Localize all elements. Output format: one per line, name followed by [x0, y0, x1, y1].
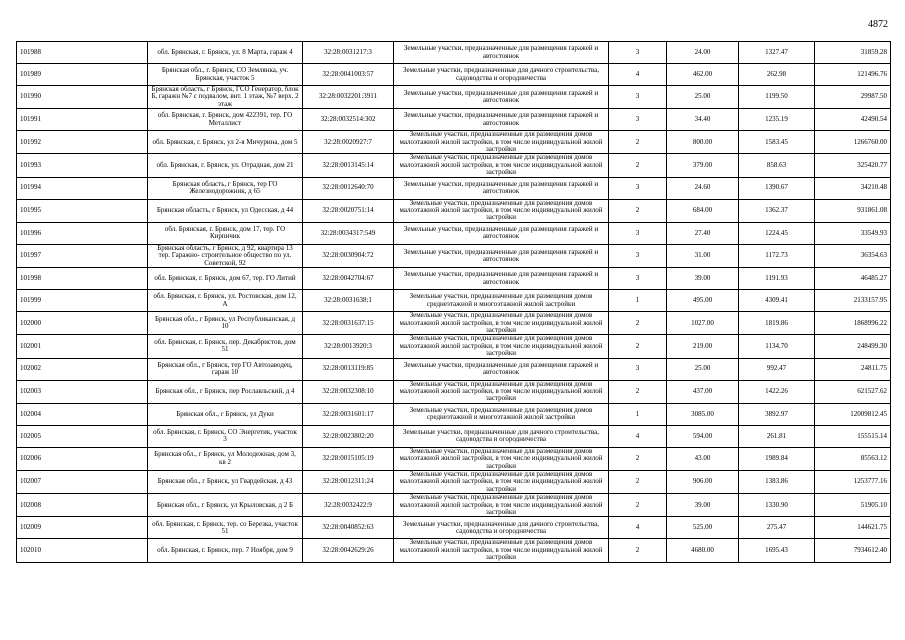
cadastral-cost-cell: 1868996.22	[815, 312, 891, 335]
cadastral-number-cell: 32:28:0023802:20	[303, 425, 394, 447]
address-cell: обл. Брянская, г. Брянск, пер. Декабристов, дом 51	[148, 335, 303, 358]
group-number-cell: 4	[609, 64, 667, 86]
land-use-cell: Земельные участки, предназначенные для размещения гаражей и автостоянок	[394, 86, 609, 109]
table-row	[17, 517, 891, 539]
area-cell: 379.00	[667, 154, 739, 177]
cadastral-cost-cell: 931861.08	[815, 199, 891, 222]
address-cell: обл. Брянская, г. Брянск, ул. Отрадная, дом 21	[148, 154, 303, 177]
row-id-cell: 102010	[17, 539, 148, 562]
group-number-cell: 2	[609, 380, 667, 403]
table-row	[17, 539, 891, 562]
group-number-cell: 2	[609, 199, 667, 222]
cadastral-number-cell: 32:28:0032201:3911	[303, 86, 394, 109]
row-id-cell: 101997	[17, 244, 148, 267]
land-use-cell: Земельные участки, предназначенные для размещения домов малоэтажной жилой застройки, в том числе индивидуальной жилой застройки	[394, 131, 609, 154]
cadastral-cost-cell: 36354.63	[815, 244, 891, 267]
cadastral-cost-cell: 51905.10	[815, 494, 891, 517]
table-row	[17, 494, 891, 517]
cadastral-number-cell: 32:28:0031638:1	[303, 290, 394, 312]
address-cell: обл. Брянская, г. Брянск, дом 67, тер. ГО Литий	[148, 268, 303, 290]
area-cell: 43.00	[667, 447, 739, 470]
area-cell: 525.00	[667, 517, 739, 539]
address-cell: Брянская обл., г Брянск, ул Дуки	[148, 403, 303, 425]
specific-value-cell: 1989.84	[739, 447, 815, 470]
specific-value-cell: 1327.47	[739, 42, 815, 64]
land-use-cell: Земельные участки, предназначенные для размещения домов среднеэтажной и многоэтажной жилой застройки	[394, 290, 609, 312]
cadastral-number-cell: 32:28:0031637:15	[303, 312, 394, 335]
table-row	[17, 335, 891, 358]
address-cell: обл. Брянская, г. Брянск, ул 2-я Мичурина, дом 5	[148, 131, 303, 154]
cadastral-number-cell: 32:28:0042704:67	[303, 268, 394, 290]
row-id-cell: 101988	[17, 42, 148, 64]
area-cell: 25.00	[667, 358, 739, 380]
row-id-cell: 102002	[17, 358, 148, 380]
row-id-cell: 102001	[17, 335, 148, 358]
area-cell: 27.40	[667, 222, 739, 244]
address-cell: обл. Брянская, г. Брянск, дом 17, тер. ГО Кирпичик	[148, 222, 303, 244]
group-number-cell: 1	[609, 290, 667, 312]
cadastral-number-cell: 32:28:0042629:26	[303, 539, 394, 562]
specific-value-cell: 1134.70	[739, 335, 815, 358]
cadastral-cost-cell: 1266760.00	[815, 131, 891, 154]
table-row	[17, 312, 891, 335]
address-cell: Брянская обл., г. Брянск, СО Землянка, уч. Брянская, участок 5	[148, 64, 303, 86]
land-use-cell: Земельные участки, предназначенные для размещения гаражей и автостоянок	[394, 222, 609, 244]
table-row	[17, 358, 891, 380]
address-cell: Брянская область, г Брянск, тер ГО Железнодорожник, д 65	[148, 177, 303, 199]
specific-value-cell: 1330.90	[739, 494, 815, 517]
table-row	[17, 222, 891, 244]
area-cell: 1027.00	[667, 312, 739, 335]
specific-value-cell: 1172.73	[739, 244, 815, 267]
cadastral-number-cell: 32:28:0034317:549	[303, 222, 394, 244]
cadastral-number-cell: 32:28:0030904:72	[303, 244, 394, 267]
cadastral-number-cell: 32:28:0013920:3	[303, 335, 394, 358]
area-cell: 3085.00	[667, 403, 739, 425]
row-id-cell: 101993	[17, 154, 148, 177]
specific-value-cell: 1383.86	[739, 470, 815, 493]
cadastral-cost-cell: 12009812.45	[815, 403, 891, 425]
area-cell: 800.00	[667, 131, 739, 154]
row-id-cell: 102008	[17, 494, 148, 517]
group-number-cell: 3	[609, 222, 667, 244]
group-number-cell: 4	[609, 425, 667, 447]
table-body	[17, 42, 891, 563]
row-id-cell: 101998	[17, 268, 148, 290]
group-number-cell: 2	[609, 154, 667, 177]
address-cell: обл. Брянская, г. Брянск, пер. 7 Ноября, дом 9	[148, 539, 303, 562]
row-id-cell: 101994	[17, 177, 148, 199]
row-id-cell: 102007	[17, 470, 148, 493]
address-cell: Брянская обл., г Брянск, ул Гвардейская, д 43	[148, 470, 303, 493]
address-cell: Брянская обл., г Брянск, ул Крыловская, д 2 Б	[148, 494, 303, 517]
address-cell: обл. Брянская, г. Брянск, дом 422391, тер. ГО Металлист	[148, 109, 303, 131]
area-cell: 684.00	[667, 199, 739, 222]
cadastral-number-cell: 32:28:0041003:57	[303, 64, 394, 86]
area-cell: 39.00	[667, 268, 739, 290]
cadastral-cost-cell: 33549.93	[815, 222, 891, 244]
row-id-cell: 101991	[17, 109, 148, 131]
table-row	[17, 86, 891, 109]
row-id-cell: 102000	[17, 312, 148, 335]
cadastral-cost-cell: 325420.77	[815, 154, 891, 177]
cadastral-cost-cell: 34210.48	[815, 177, 891, 199]
page-number: 4872	[868, 19, 888, 30]
table-row	[17, 447, 891, 470]
address-cell: обл. Брянская, г. Брянск, ул. 8 Марта, гараж 4	[148, 42, 303, 64]
specific-value-cell: 1224.45	[739, 222, 815, 244]
area-cell: 34.40	[667, 109, 739, 131]
area-cell: 437.00	[667, 380, 739, 403]
specific-value-cell: 1422.26	[739, 380, 815, 403]
group-number-cell: 3	[609, 42, 667, 64]
row-id-cell: 102005	[17, 425, 148, 447]
group-number-cell: 4	[609, 517, 667, 539]
area-cell: 906.00	[667, 470, 739, 493]
cadastral-cost-cell: 31859.28	[815, 42, 891, 64]
group-number-cell: 3	[609, 244, 667, 267]
cadastral-number-cell: 32:28:0012640:70	[303, 177, 394, 199]
group-number-cell: 1	[609, 403, 667, 425]
land-use-cell: Земельные участки, предназначенные для размещения гаражей и автостоянок	[394, 358, 609, 380]
row-id-cell: 101992	[17, 131, 148, 154]
land-use-cell: Земельные участки, предназначенные для размещения гаражей и автостоянок	[394, 109, 609, 131]
specific-value-cell: 262.98	[739, 64, 815, 86]
specific-value-cell: 3892.97	[739, 403, 815, 425]
specific-value-cell: 1695.43	[739, 539, 815, 562]
address-cell: обл. Брянская, г. Брянск, СО Энергетик, участок 3	[148, 425, 303, 447]
cadastral-cost-cell: 46485.27	[815, 268, 891, 290]
table-row	[17, 244, 891, 267]
group-number-cell: 2	[609, 470, 667, 493]
cadastral-cost-cell: 155515.14	[815, 425, 891, 447]
specific-value-cell: 1390.67	[739, 177, 815, 199]
address-cell: Брянская обл., г Брянск, пер Рославльский, д 4	[148, 380, 303, 403]
area-cell: 24.60	[667, 177, 739, 199]
area-cell: 594.00	[667, 425, 739, 447]
land-use-cell: Земельные участки, предназначенные для размещения домов малоэтажной жилой застройки, в том числе индивидуальной жилой застройки	[394, 380, 609, 403]
group-number-cell: 3	[609, 86, 667, 109]
group-number-cell: 2	[609, 335, 667, 358]
row-id-cell: 101989	[17, 64, 148, 86]
address-cell: Брянская область, г Брянск, д 92, квартира 13 тер. Гаражно- строительное общество по ул. Советской, 92	[148, 244, 303, 267]
cadastral-number-cell: 32:28:0013145:14	[303, 154, 394, 177]
land-use-cell: Земельные участки, предназначенные для дачного строительства, садоводства и огородничества	[394, 425, 609, 447]
cadastral-cost-cell: 144621.75	[815, 517, 891, 539]
cadastral-number-cell: 32:28:0013119:85	[303, 358, 394, 380]
table-row	[17, 199, 891, 222]
land-valuation-table	[16, 41, 891, 563]
row-id-cell: 101995	[17, 199, 148, 222]
row-id-cell: 101996	[17, 222, 148, 244]
cadastral-number-cell: 32:28:0015105:19	[303, 447, 394, 470]
specific-value-cell: 4309.41	[739, 290, 815, 312]
area-cell: 24.00	[667, 42, 739, 64]
group-number-cell: 3	[609, 177, 667, 199]
group-number-cell: 2	[609, 312, 667, 335]
land-use-cell: Земельные участки, предназначенные для размещения домов малоэтажной жилой застройки, в том числе индивидуальной жилой застройки	[394, 539, 609, 562]
area-cell: 31.00	[667, 244, 739, 267]
group-number-cell: 3	[609, 109, 667, 131]
area-cell: 4680.00	[667, 539, 739, 562]
cadastral-number-cell: 32:28:0040852:63	[303, 517, 394, 539]
row-id-cell: 101990	[17, 86, 148, 109]
table-row	[17, 131, 891, 154]
table-row	[17, 425, 891, 447]
land-use-cell: Земельные участки, предназначенные для размещения домов малоэтажной жилой застройки, в том числе индивидуальной жилой застройки	[394, 312, 609, 335]
row-id-cell: 102006	[17, 447, 148, 470]
group-number-cell: 2	[609, 539, 667, 562]
address-cell: Брянская обл., г Брянск, ул Молодежная, дом 3, кв 2	[148, 447, 303, 470]
cadastral-cost-cell: 29987.50	[815, 86, 891, 109]
area-cell: 25.00	[667, 86, 739, 109]
cadastral-cost-cell: 248499.30	[815, 335, 891, 358]
table-row	[17, 64, 891, 86]
table-row	[17, 154, 891, 177]
address-cell: обл. Брянская, г. Брянск, ул. Ростовская, дом 12, А	[148, 290, 303, 312]
land-use-cell: Земельные участки, предназначенные для дачного строительства, садоводства и огородничества	[394, 64, 609, 86]
group-number-cell: 2	[609, 494, 667, 517]
table-row	[17, 290, 891, 312]
group-number-cell: 3	[609, 268, 667, 290]
land-use-cell: Земельные участки, предназначенные для размещения домов малоэтажной жилой застройки, в том числе индивидуальной жилой застройки	[394, 470, 609, 493]
cadastral-cost-cell: 121496.76	[815, 64, 891, 86]
area-cell: 39.00	[667, 494, 739, 517]
specific-value-cell: 261.81	[739, 425, 815, 447]
cadastral-number-cell: 32:28:0020751:14	[303, 199, 394, 222]
address-cell: Брянская область, г Брянск, ГСО Генератор, блок Б, гаражн №7 с подвалом, внт. 1 этаж, №7 верх. 2 этаж	[148, 86, 303, 109]
table-row	[17, 380, 891, 403]
table-row	[17, 109, 891, 131]
specific-value-cell: 1191.93	[739, 268, 815, 290]
land-use-cell: Земельные участки, предназначенные для размещения домов малоэтажной жилой застройки, в том числе индивидуальной жилой застройки	[394, 447, 609, 470]
row-id-cell: 101999	[17, 290, 148, 312]
cadastral-cost-cell: 42490.54	[815, 109, 891, 131]
land-use-cell: Земельные участки, предназначенные для размещения домов среднеэтажной и многоэтажной жилой застройки	[394, 403, 609, 425]
cadastral-cost-cell: 24811.75	[815, 358, 891, 380]
specific-value-cell: 1583.45	[739, 131, 815, 154]
cadastral-cost-cell: 7934612.40	[815, 539, 891, 562]
row-id-cell: 102003	[17, 380, 148, 403]
cadastral-number-cell: 32:28:0031601:17	[303, 403, 394, 425]
group-number-cell: 2	[609, 131, 667, 154]
area-cell: 462.00	[667, 64, 739, 86]
cadastral-cost-cell: 1253777.16	[815, 470, 891, 493]
specific-value-cell: 992.47	[739, 358, 815, 380]
cadastral-cost-cell: 2133157.95	[815, 290, 891, 312]
specific-value-cell: 1819.86	[739, 312, 815, 335]
land-use-cell: Земельные участки, предназначенные для размещения домов малоэтажной жилой застройки, в том числе индивидуальной жилой застройки	[394, 494, 609, 517]
cadastral-number-cell: 32:28:0032308:10	[303, 380, 394, 403]
cadastral-cost-cell: 85563.12	[815, 447, 891, 470]
land-use-cell: Земельные участки, предназначенные для размещения домов малоэтажной жилой застройки, в том числе индивидуальной жилой застройки	[394, 199, 609, 222]
group-number-cell: 2	[609, 447, 667, 470]
address-cell: Брянская область, г Брянск, ул Одесская, д 44	[148, 199, 303, 222]
row-id-cell: 102004	[17, 403, 148, 425]
area-cell: 219.00	[667, 335, 739, 358]
land-use-cell: Земельные участки, предназначенные для размещения гаражей и автостоянок	[394, 268, 609, 290]
area-cell: 495.00	[667, 290, 739, 312]
specific-value-cell: 858.63	[739, 154, 815, 177]
land-use-cell: Земельные участки, предназначенные для размещения гаражей и автостоянок	[394, 42, 609, 64]
table-row	[17, 470, 891, 493]
table-row	[17, 42, 891, 64]
cadastral-number-cell: 32:28:0020927:7	[303, 131, 394, 154]
address-cell: обл. Брянская, г. Брянск, тер. со Березка, участок 51	[148, 517, 303, 539]
cadastral-cost-cell: 621527.62	[815, 380, 891, 403]
cadastral-number-cell: 32:28:0031217:3	[303, 42, 394, 64]
address-cell: Брянская обл., г Брянск, ул Республиканская, д 10	[148, 312, 303, 335]
specific-value-cell: 1199.50	[739, 86, 815, 109]
table-row	[17, 177, 891, 199]
row-id-cell: 102009	[17, 517, 148, 539]
table-row	[17, 268, 891, 290]
cadastral-number-cell: 32:28:0012311:24	[303, 470, 394, 493]
specific-value-cell: 1235.19	[739, 109, 815, 131]
land-use-cell: Земельные участки, предназначенные для размещения гаражей и автостоянок	[394, 244, 609, 267]
address-cell: Брянская обл., г Брянск, тер ГО Автозаводец, гараж 10	[148, 358, 303, 380]
group-number-cell: 3	[609, 358, 667, 380]
cadastral-number-cell: 32:28:0032514:302	[303, 109, 394, 131]
land-use-cell: Земельные участки, предназначенные для дачного строительства, садоводства и огородничества	[394, 517, 609, 539]
land-use-cell: Земельные участки, предназначенные для размещения гаражей и автостоянок	[394, 177, 609, 199]
specific-value-cell: 275.47	[739, 517, 815, 539]
specific-value-cell: 1362.37	[739, 199, 815, 222]
table-row	[17, 403, 891, 425]
land-use-cell: Земельные участки, предназначенные для размещения домов малоэтажной жилой застройки, в том числе индивидуальной жилой застройки	[394, 154, 609, 177]
land-use-cell: Земельные участки, предназначенные для размещения домов малоэтажной жилой застройки, в том числе индивидуальной жилой застройки	[394, 335, 609, 358]
cadastral-number-cell: 32:28:0032422:9	[303, 494, 394, 517]
